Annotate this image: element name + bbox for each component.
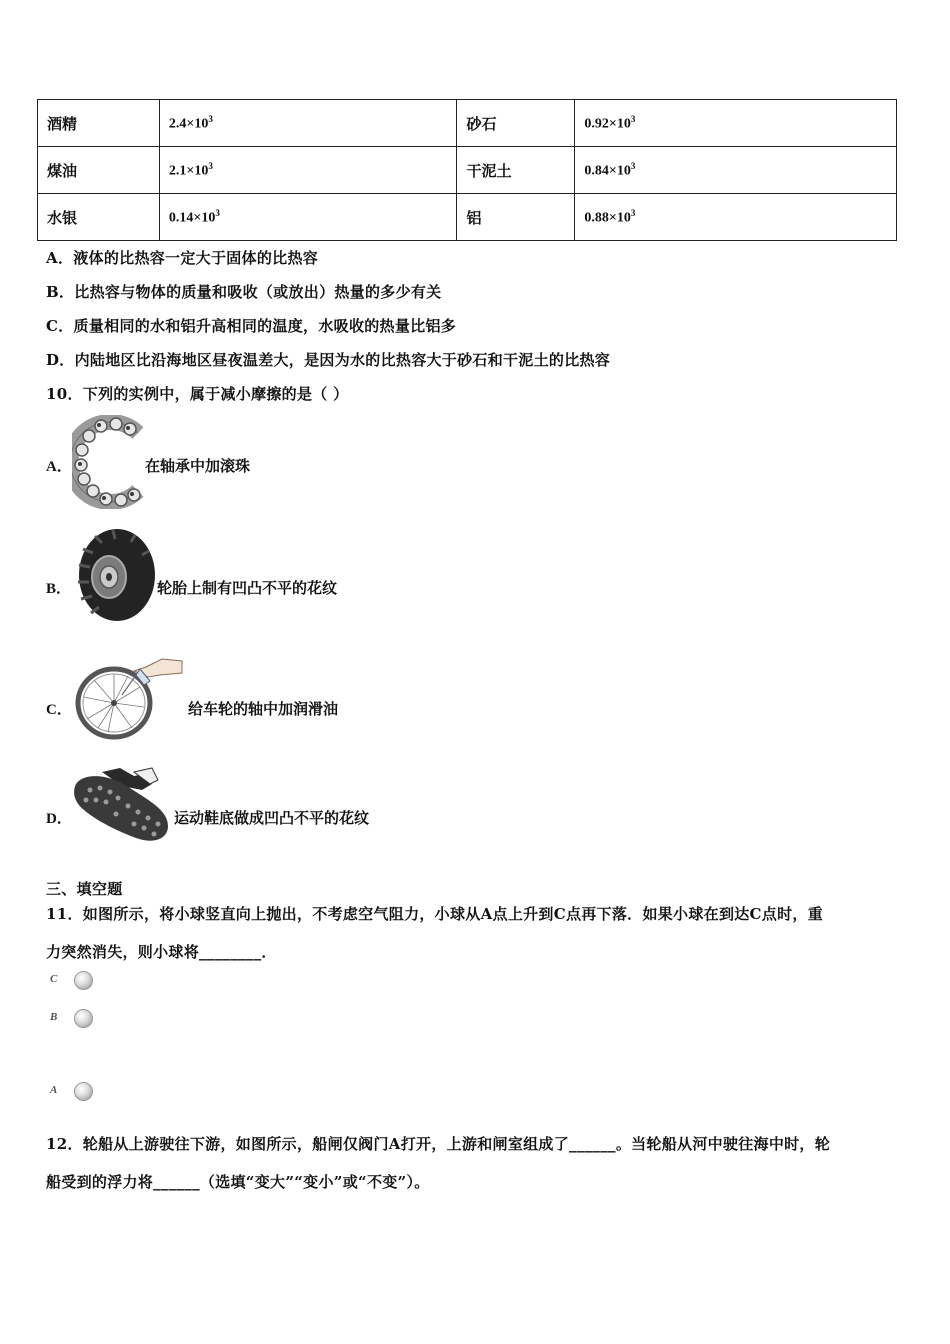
q11-line1: 11．如图所示，将小球竖直向上抛出，不考虑空气阻力，小球从A点上升到C点再下落．如果小球在到达C点时，重 bbox=[46, 905, 823, 923]
q10-stem: 10．下列的实例中，属于减小摩擦的是（ ） bbox=[46, 385, 349, 403]
heat-value: $0.92\times 10^3$ bbox=[575, 100, 897, 147]
substance-name: 铝 bbox=[457, 194, 575, 241]
point-c-label: C bbox=[50, 973, 58, 985]
q9-option-c: C．质量相同的水和铝升高相同的温度，水吸收的热量比铝多 bbox=[46, 317, 457, 335]
table-row bbox=[38, 147, 897, 194]
section-title-fill-in: 三、填空题 bbox=[46, 880, 123, 898]
substance-name: 砂石 bbox=[457, 100, 575, 147]
tire-icon bbox=[73, 527, 157, 623]
substance-name: 酒精 bbox=[38, 100, 160, 147]
q9-option-b: B．比热容与物体的质量和吸收（或放出）热量的多少有关 bbox=[46, 283, 442, 301]
q10-option-d-text: 运动鞋底做成凹凸不平的花纹 bbox=[174, 809, 370, 827]
ball-icon bbox=[74, 1082, 93, 1101]
substance-name: 水银 bbox=[38, 194, 160, 241]
q10-option-a-text: 在轴承中加滚珠 bbox=[145, 457, 251, 475]
q10-option-d-label: D． bbox=[46, 811, 72, 827]
ball-icon bbox=[74, 971, 93, 990]
specific-heat-table bbox=[37, 99, 897, 241]
wheel-oil-icon bbox=[74, 655, 186, 741]
table-row bbox=[38, 194, 897, 241]
heat-value: $2.1\times 10^3$ bbox=[159, 147, 457, 194]
q11-line2: 力突然消失，则小球将________． bbox=[46, 943, 277, 961]
q12-line1: 12．轮船从上游驶往下游，如图所示，船闸仅阀门A打开，上游和闸室组成了______。当轮船从河中驶往海中时，轮 bbox=[46, 1135, 831, 1153]
point-b-label: B bbox=[50, 1011, 58, 1023]
q12-line2: 船受到的浮力将______（选填“变大”“变小”或“不变”）。 bbox=[46, 1173, 430, 1191]
heat-value: $0.84\times 10^3$ bbox=[575, 147, 897, 194]
q10-option-b-label: B． bbox=[46, 581, 72, 597]
q10-option-c-label: C． bbox=[46, 702, 72, 718]
heat-value: $0.14\times 10^3$ bbox=[159, 194, 457, 241]
heat-value: $2.4\times 10^3$ bbox=[159, 100, 457, 147]
sneaker-sole-icon bbox=[72, 766, 172, 844]
q10-option-c-text: 给车轮的轴中加润滑油 bbox=[188, 700, 339, 718]
q10-option-b-text: 轮胎上制有凹凸不平的花纹 bbox=[157, 579, 338, 597]
q10-option-a-label: A． bbox=[46, 459, 72, 475]
ball-bearing-icon bbox=[72, 415, 146, 509]
q9-option-d: D．内陆地区比沿海地区昼夜温差大，是因为水的比热容大于砂石和干泥土的比热容 bbox=[46, 351, 611, 369]
table-row bbox=[38, 100, 897, 147]
substance-name: 干泥土 bbox=[457, 147, 575, 194]
ball-icon bbox=[74, 1009, 93, 1028]
substance-name: 煤油 bbox=[38, 147, 160, 194]
point-a-label: A bbox=[50, 1084, 58, 1096]
heat-value: $0.88\times 10^3$ bbox=[575, 194, 897, 241]
q9-option-a: A．液体的比热容一定大于固体的比热容 bbox=[46, 249, 319, 267]
